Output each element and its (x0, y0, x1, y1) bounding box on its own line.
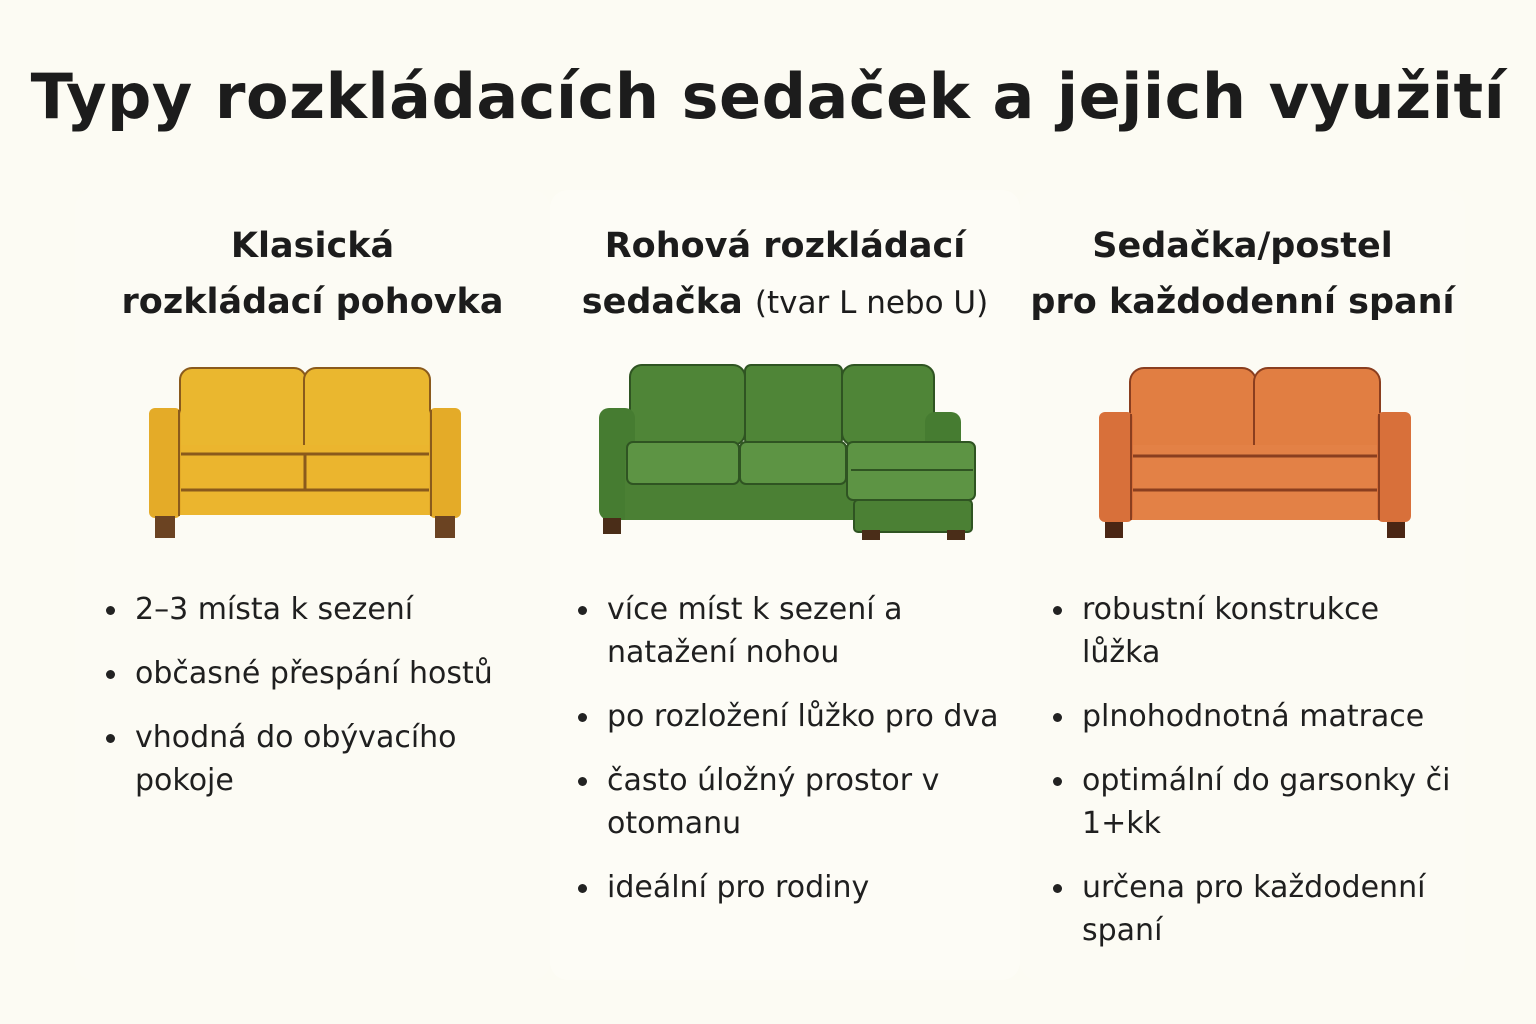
feature-item: určena pro každodenní spaní (1050, 866, 1457, 952)
column-heading (75, 218, 550, 330)
feature-item: po rozložení lůžko pro dva (575, 695, 1012, 738)
feature-item: robustní konstrukce lůžka (1050, 588, 1457, 674)
column-sofa-bed (1020, 190, 1465, 980)
feature-item: ideální pro rodiny (575, 866, 1012, 909)
classic-sofa-icon (145, 360, 465, 540)
column-heading (1020, 218, 1465, 330)
feature-item: občasné přespání hostů (103, 652, 542, 695)
feature-item: často úložný prostor v otomanu (575, 759, 1012, 845)
feature-item: více míst k sezení a natažení nohou (575, 588, 1012, 674)
feature-item: 2–3 místa k sezení (103, 588, 542, 631)
corner-sofa-icon (595, 360, 980, 540)
heading-line-2-note: (tvar L nebo U) (754, 285, 989, 321)
heading-line-2: rozkládací pohovka (121, 282, 504, 322)
column-corner-sofa (550, 190, 1020, 980)
feature-item: vhodná do obývacího pokoje (103, 716, 542, 802)
page-title: Typy rozkládacích sedaček a jejich využití (30, 60, 1506, 133)
column-classic-sofa (75, 190, 550, 980)
sofa-bed-icon (1095, 360, 1415, 540)
heading-line-2-bold: sedačka (581, 282, 743, 322)
feature-list (103, 588, 542, 823)
feature-list (575, 588, 1012, 930)
heading-line-1: Rohová rozkládací (604, 226, 966, 266)
heading-line-2: pro každodenní spaní (1030, 282, 1455, 322)
feature-list (1050, 588, 1457, 973)
feature-item: optimální do garsonky či 1+kk (1050, 759, 1457, 845)
heading-line-1: Sedačka/postel (1092, 226, 1393, 266)
heading-line-1: Klasická (230, 226, 395, 266)
feature-item: plnohodnotná matrace (1050, 695, 1457, 738)
column-heading (550, 218, 1020, 331)
